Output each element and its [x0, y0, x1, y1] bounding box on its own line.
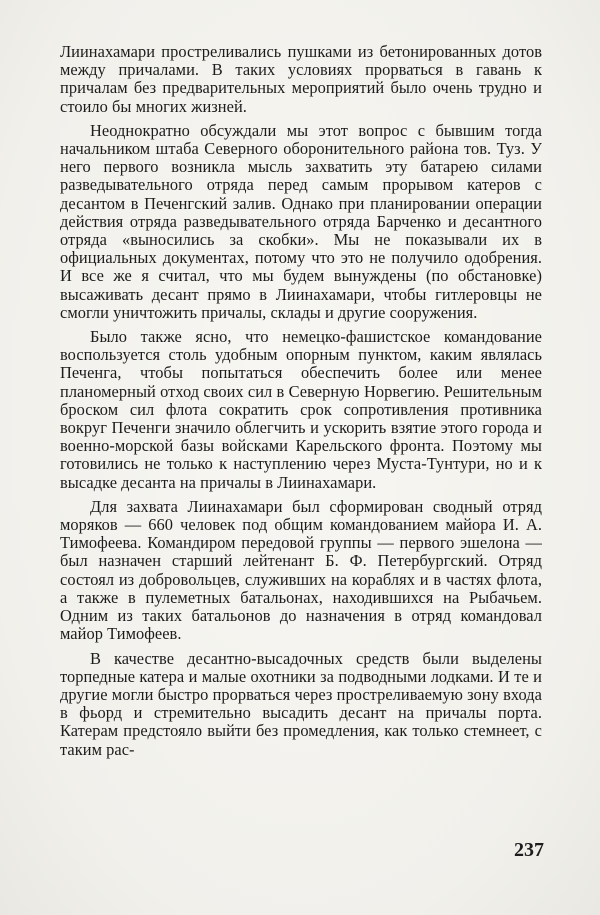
body-text — [60, 43, 542, 765]
paragraph-5: В качестве десантно-высадочных средств были выделены торпедные катера и малые охотники за подводными лодками. И те и другие могли быстро прорваться через простреливаемую зону входа в фьорд и стремительно высадить десант на причалы порта. Катерам предстояло выйти без промедления, как только стемнеет, с таким рас- — [60, 648, 542, 759]
page-number: 237 — [514, 839, 544, 861]
paragraph-1: Лиинахамари простреливались пушками из бетонированных дотов между причалами. В таких условиях прорваться в гавань к причалам без предварительных мероприятий было очень трудно и стоило бы многих жизней. — [60, 42, 542, 116]
paragraph-2: Неоднократно обсуждали мы этот вопрос с бывшим тогда начальником штаба Северного оборонительного района тов. Туз. У него первого возникла мысль захватить эту батарею силами разведывательного отряда перед самым прорывом катеров с десантом в Печенгский залив. Однако при планировании операции действия отряда разведывательного отряда Барченко и десантного отряда «выносились за скобки». Мы не показывали их в официальных документах, потому что это не получило одобрения. И все же я считал, что мы будем вынуждены (по обстановке) высаживать десант прямо в Лиинахамари, чтобы гитлеровцы не смогли уничтожить причалы, склады и другие сооружения. — [60, 120, 542, 322]
paragraph-3: Было также ясно, что немецко-фашистское командование воспользуется столь удобным опорным пунктом, каким являлась Печенга, чтобы попытаться обеспечить более или менее планомерный отход своих сил в Северную Норвегию. Решительным броском сил флота сократить срок сопротивления противника вокруг Печенги значило облегчить и ускорить взятие этого города и военно-морской базы войсками Карельского фронта. Поэтому мы готовились не только к наступлению через Муста-Тунтури, но и к высадке десанта на причалы в Лиинахамари. — [60, 327, 542, 492]
paragraph-4: Для захвата Лиинахамари был сформирован сводный отряд моряков — 660 человек под общим командованием майора И. А. Тимофеева. Командиром передовой группы — первого эшелона — был назначен старший лейтенант Б. Ф. Петербургский. Отряд состоял из добровольцев, служивших на кораблях и в частях флота, а также в пулеметных батальонах, находившихся на Рыбачьем. Одним из таких батальонов до назначения в отряд командовал майор Тимофеев. — [60, 496, 542, 644]
